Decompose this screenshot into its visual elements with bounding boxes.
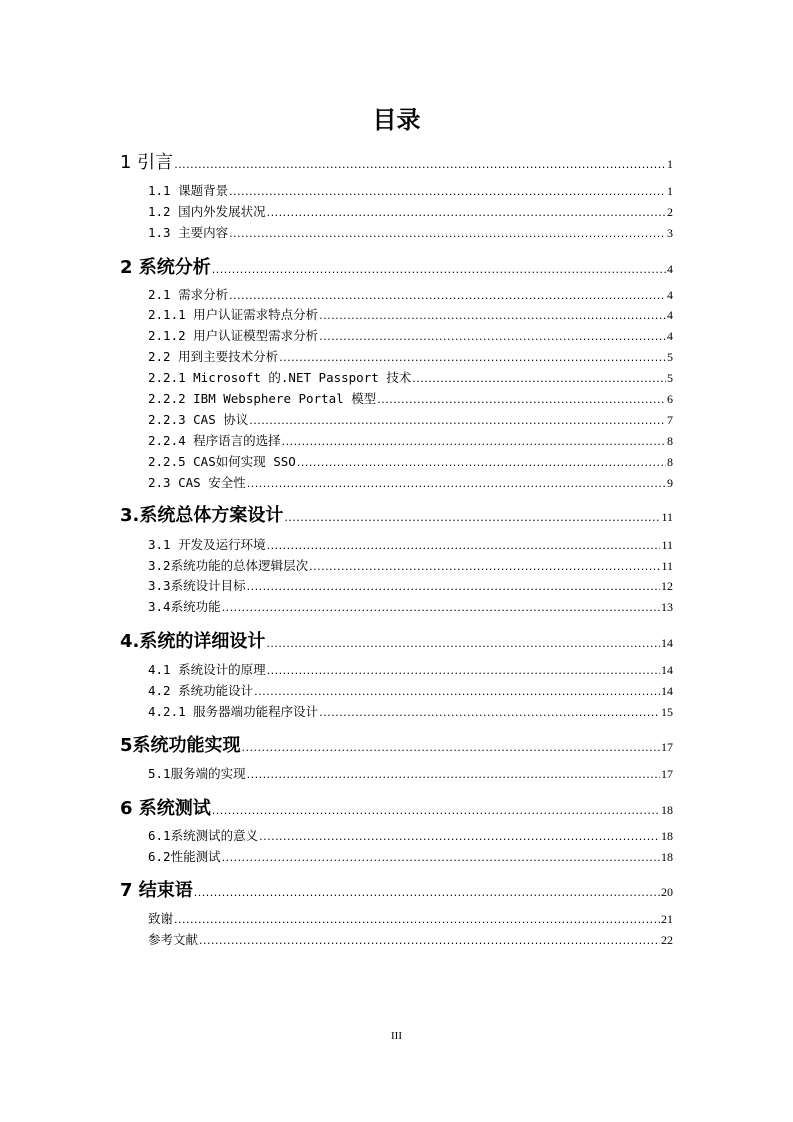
- toc-label: 5.1服务端的实现: [148, 766, 246, 781]
- toc-label: 2.1.1 用户认证需求特点分析: [148, 307, 319, 322]
- toc-section[interactable]: [148, 452, 673, 470]
- toc-label: 6.2性能测试: [148, 849, 221, 864]
- toc-label: 致谢: [148, 911, 174, 926]
- dot-leader: [412, 372, 666, 385]
- toc-page-number: 11: [661, 510, 673, 524]
- dot-leader: [212, 263, 666, 276]
- toc-label: 7 结束语: [120, 880, 193, 901]
- toc-label: 2.1.2 用户认证模型需求分析: [148, 328, 319, 343]
- dot-leader: [229, 185, 666, 198]
- toc-page-number: 14: [661, 684, 673, 698]
- dot-leader: [319, 330, 666, 343]
- toc-section[interactable]: [148, 660, 673, 678]
- toc-chapter-6[interactable]: [120, 794, 673, 820]
- toc-page-number: 4: [667, 329, 673, 343]
- toc-label: 2.2 用到主要技术分析: [148, 349, 279, 364]
- toc-section[interactable]: [148, 556, 673, 574]
- dot-leader: [319, 706, 660, 719]
- toc-section[interactable]: [148, 326, 673, 344]
- toc-section[interactable]: [148, 431, 673, 449]
- toc-page-number: 4: [667, 262, 673, 276]
- toc-page-number: 12: [661, 579, 673, 593]
- toc-chapter-1[interactable]: [120, 148, 673, 174]
- toc-chapter-3[interactable]: [120, 501, 673, 527]
- toc-label: 参考文献: [148, 932, 199, 947]
- dot-leader: [284, 511, 660, 524]
- toc-page-number: 5: [667, 350, 673, 364]
- toc-label: 6.1系统测试的意义: [148, 828, 259, 843]
- toc-label: 5系统功能实现: [120, 735, 241, 756]
- toc-page-number: 7: [667, 413, 673, 427]
- toc-label: 3.2系统功能的总体逻辑层次: [148, 558, 309, 573]
- dot-leader: [174, 913, 660, 926]
- dot-leader: [319, 309, 666, 322]
- toc-section[interactable]: [148, 368, 673, 386]
- dot-leader: [212, 804, 660, 817]
- toc-page-number: 8: [667, 455, 673, 469]
- toc-page-number: 14: [661, 636, 673, 650]
- toc-label: 3.1 开发及运行环境: [148, 537, 266, 552]
- toc-page-number: 11: [661, 559, 673, 573]
- toc-section[interactable]: [148, 702, 673, 720]
- toc-section[interactable]: [148, 410, 673, 428]
- toc-section[interactable]: [148, 202, 673, 220]
- toc-page-number: 4: [667, 288, 673, 302]
- toc-section[interactable]: [148, 223, 673, 241]
- toc-label: 2.2.1 Microsoft 的.NET Passport 技术: [148, 370, 412, 385]
- page-title: 目录: [372, 106, 421, 134]
- toc-chapter-5[interactable]: [120, 731, 673, 757]
- dot-leader: [194, 886, 660, 899]
- dot-leader: [267, 539, 661, 552]
- toc-page-number: 8: [667, 434, 673, 448]
- dot-leader: [247, 580, 660, 593]
- toc-page-number: 13: [661, 600, 673, 614]
- toc-page-number: 17: [661, 767, 673, 781]
- dot-leader: [309, 560, 660, 573]
- toc-label: 2.1 需求分析: [148, 287, 229, 302]
- toc-section[interactable]: [148, 909, 673, 927]
- toc-label: 2 系统分析: [120, 257, 211, 278]
- toc-page-number: 3: [667, 226, 673, 240]
- toc-section[interactable]: [148, 764, 673, 782]
- dot-leader: [267, 664, 660, 677]
- toc-page-number: 21: [661, 912, 673, 926]
- dot-leader: [222, 601, 660, 614]
- dot-leader: [174, 158, 666, 171]
- toc-section[interactable]: [148, 847, 673, 865]
- page-footer-number: III: [391, 1030, 402, 1042]
- toc-label: 1.1 课题背景: [148, 183, 229, 198]
- toc-page-number: 20: [661, 885, 673, 899]
- toc-page-number: 15: [661, 705, 673, 719]
- dot-leader: [199, 934, 660, 947]
- toc-label: 4.2.1 服务器端功能程序设计: [148, 704, 319, 719]
- toc-page-number: 11: [661, 538, 673, 552]
- toc-chapter-2[interactable]: [120, 253, 673, 279]
- toc-label: 4.系统的详细设计: [120, 631, 266, 652]
- toc-page-number: 5: [667, 371, 673, 385]
- dot-leader: [229, 227, 666, 240]
- toc-section[interactable]: [148, 473, 673, 491]
- dot-leader: [247, 768, 660, 781]
- dot-leader: [297, 456, 666, 469]
- dot-leader: [377, 393, 666, 406]
- toc-label: 1.2 国内外发展状况: [148, 204, 266, 219]
- toc-label: 4.1 系统设计的原理: [148, 662, 266, 677]
- toc-section[interactable]: [148, 826, 673, 844]
- toc-section[interactable]: [148, 576, 673, 594]
- toc-label: 2.2.2 IBM Websphere Portal 模型: [148, 391, 377, 406]
- dot-leader: [222, 851, 660, 864]
- toc-page-number: 2: [667, 205, 673, 219]
- toc-label: 2.2.3 CAS 协议: [148, 412, 249, 427]
- dot-leader: [249, 414, 666, 427]
- toc-page-number: 1: [667, 184, 673, 198]
- toc-label: 1.3 主要内容: [148, 225, 229, 240]
- toc-section[interactable]: [148, 535, 673, 553]
- toc-label: 1 引言: [120, 152, 174, 173]
- toc-page-number: 14: [661, 663, 673, 677]
- dot-leader: [259, 830, 660, 843]
- dot-leader: [254, 685, 660, 698]
- toc-label: 6 系统测试: [120, 798, 211, 819]
- toc-label: 2.3 CAS 安全性: [148, 475, 246, 490]
- dot-leader: [266, 637, 660, 650]
- dot-leader: [267, 206, 666, 219]
- toc-section[interactable]: [148, 389, 673, 407]
- toc-section[interactable]: [148, 285, 673, 303]
- toc-section[interactable]: [148, 305, 673, 323]
- toc-label: 2.2.4 程序语言的选择: [148, 433, 281, 448]
- toc-label: 3.3系统设计目标: [148, 578, 246, 593]
- toc-page-number: 18: [661, 803, 673, 817]
- dot-leader: [282, 435, 666, 448]
- toc-section[interactable]: [148, 930, 673, 948]
- toc-page-number: 22: [661, 933, 673, 947]
- toc-page-number: 4: [667, 308, 673, 322]
- toc-page-number: 9: [667, 476, 673, 490]
- toc-chapter-4[interactable]: [120, 627, 673, 653]
- toc-page-number: 18: [661, 829, 673, 843]
- dot-leader: [229, 289, 666, 302]
- toc-label: 2.2.5 CAS如何实现 SSO: [148, 454, 296, 469]
- toc-section[interactable]: [148, 181, 673, 199]
- dot-leader: [279, 351, 666, 364]
- toc-section[interactable]: [148, 681, 673, 699]
- dot-leader: [242, 741, 660, 754]
- toc-section[interactable]: [148, 597, 673, 615]
- toc-chapter-7[interactable]: [120, 876, 673, 902]
- toc-section[interactable]: [148, 347, 673, 365]
- toc-label: 3.4系统功能: [148, 599, 221, 614]
- dot-leader: [247, 477, 666, 490]
- toc-page-number: 17: [661, 740, 673, 754]
- toc-page-number: 6: [667, 392, 673, 406]
- toc-page-number: 18: [661, 850, 673, 864]
- toc-page-number: 1: [667, 157, 673, 171]
- toc-label: 3.系统总体方案设计: [120, 505, 284, 526]
- toc-label: 4.2 系统功能设计: [148, 683, 254, 698]
